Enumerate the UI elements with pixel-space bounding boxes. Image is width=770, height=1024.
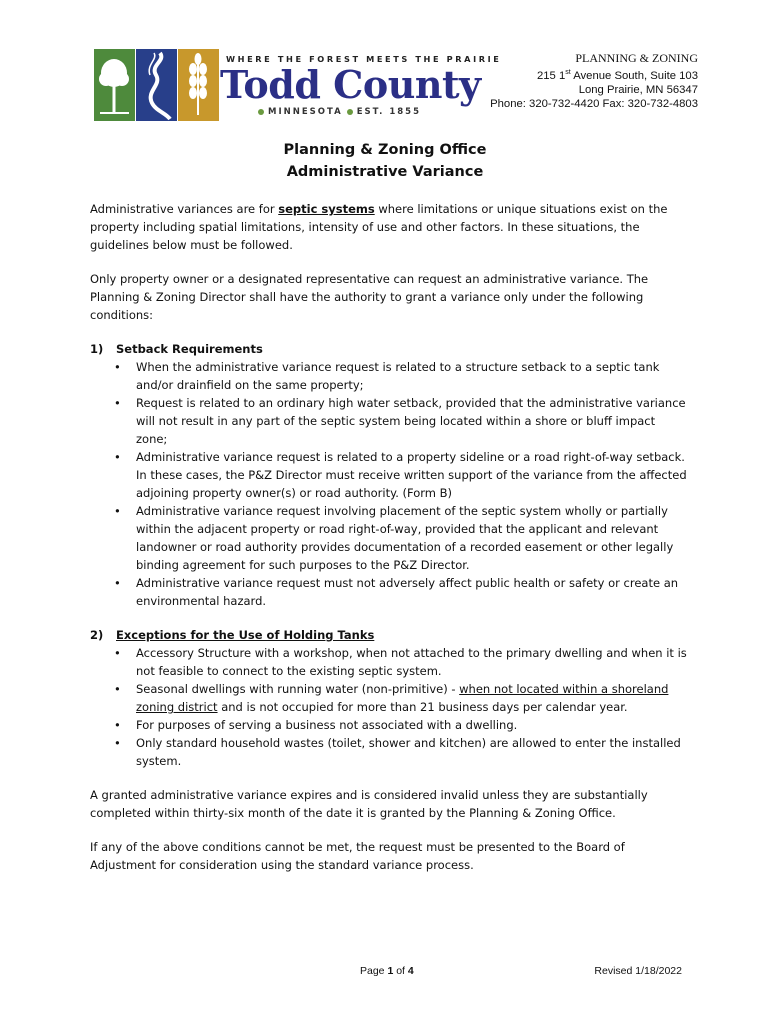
page-number: Page 1 of 4 <box>360 965 414 977</box>
office-phone: Phone: 320-732-4420 Fax: 320-732-4803 <box>490 98 698 111</box>
shoreland-district-emphasis: when not located within a shoreland zoning district <box>136 682 669 714</box>
list-item: • Request is related to an ordinary high water setback, provided that the administrative variance will not result in any part of the septic system being located within a shore or bluff impact zone; <box>90 394 690 448</box>
river-icon <box>136 49 177 121</box>
logo-tagline: WHERE THE FOREST MEETS THE PRAIRIE <box>226 54 502 64</box>
office-city: Long Prairie, MN 56347 <box>578 83 698 96</box>
list-item: • For purposes of serving a business not associated with a dwelling. <box>90 716 690 734</box>
document-titles <box>0 139 770 183</box>
document-body <box>90 200 690 890</box>
list-item: • Administrative variance request involving placement of the septic system wholly or partially within the adjacent property or road right-of-way, provided that the applicant and relevant landowner or road authority provides documentation of a recorded easement or other legally binding agreement for such purposes to the P&Z Director. <box>90 502 690 574</box>
wheat-icon <box>178 49 219 121</box>
tree-icon <box>94 49 135 121</box>
list-item: • When the administrative variance request is related to a structure setback to a septic tank and/or drainfield on the same property; <box>90 358 690 394</box>
holding-tank-exceptions-list <box>90 644 690 770</box>
expiry-paragraph: A granted administrative variance expires and is considered invalid unless they are substantially completed within thirty-six month of the date it is granted by the Planning & Zoning Office. <box>90 788 648 820</box>
office-name: PLANNING & ZONING <box>575 51 698 65</box>
logo-subline <box>254 107 421 117</box>
document-title: Planning & Zoning Office <box>283 142 487 158</box>
todd-county-logo <box>94 49 502 121</box>
list-item: • Only standard household wastes (toilet, shower and kitchen) are allowed to enter the installed system. <box>90 734 690 770</box>
authority-paragraph: Only property owner or a designated representative can request an administrative variance. The Planning & Zoning Director shall have the authority to grant a variance only under the following conditions: <box>90 272 649 322</box>
list-item: • Administrative variance request must not adversely affect public health or safety or create an environmental hazard. <box>90 574 690 610</box>
logo-established: EST. 1855 <box>356 107 422 117</box>
section-2-heading: 2) Exceptions for the Use of Holding Tanks <box>90 628 375 642</box>
closing-paragraph: If any of the above conditions cannot be met, the request must be presented to the Board of Adjustment for consideration using the standard variance process. <box>90 840 625 872</box>
office-street: 215 1st Avenue South, Suite 103 <box>536 68 698 82</box>
office-address-block <box>490 51 698 112</box>
intro-paragraph: Administrative variances are for septic systems where limitations or unique situations exist on the property including spatial limitations, intensity of use and other factors. In these situations, the guidelines below must be followed. <box>90 202 668 252</box>
dot-icon <box>258 109 264 115</box>
revision-date: Revised 1/18/2022 <box>594 965 682 977</box>
document-subtitle: Administrative Variance <box>286 164 484 180</box>
list-item: • Seasonal dwellings with running water (non-primitive) - when not located within a shoreland zoning district and is not occupied for more than 21 business days per calendar year. <box>90 680 690 716</box>
setback-requirements-list <box>90 358 690 610</box>
logo-state: MINNESOTA <box>268 107 343 117</box>
list-item: • Accessory Structure with a workshop, when not attached to the primary dwelling and when it is not feasible to connect to the existing septic system. <box>90 644 690 680</box>
list-item: • Administrative variance request is related to a property sideline or a road right-of-way setback. In these cases, the P&Z Director must receive written support of the variance from the affected adjoining property owner(s) or road authority. (Form B) <box>90 448 690 502</box>
section-1-heading: 1) Setback Requirements <box>90 342 263 356</box>
septic-systems-emphasis: septic systems <box>278 202 375 216</box>
dot-icon <box>347 109 353 115</box>
logo-county-name: Todd County <box>220 62 481 107</box>
